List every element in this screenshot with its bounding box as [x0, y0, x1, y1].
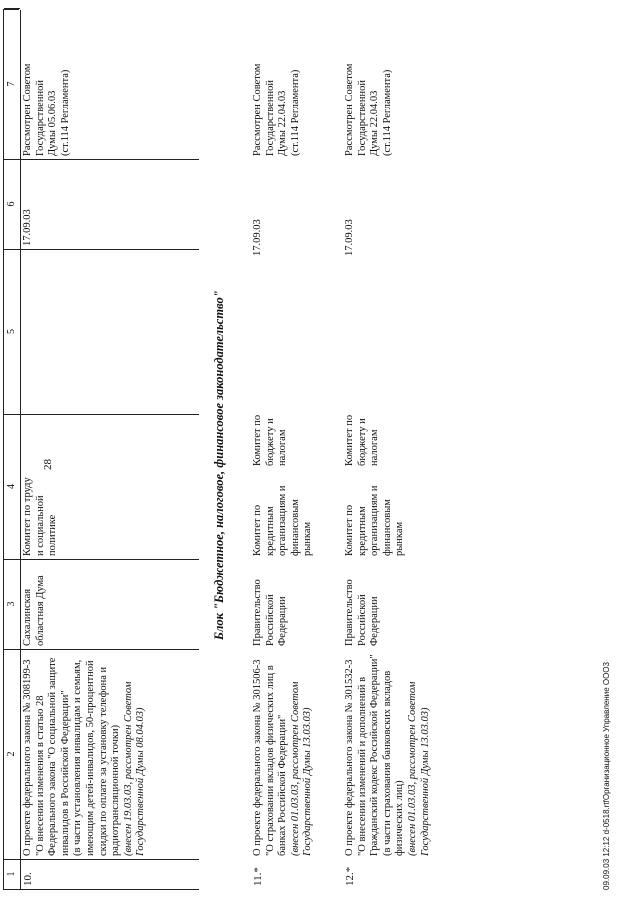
status-line: Рассмотрен Советом	[252, 63, 263, 156]
co-committee-line: Комитет по	[252, 414, 263, 466]
co-committee-line: налогам	[369, 429, 381, 466]
committee-line: Комитет по труду	[22, 477, 33, 556]
bill-title-line: банках Российской Федерации"	[277, 714, 289, 856]
initiator	[252, 579, 290, 646]
bill-note-line: (внесен 01.03.03, рассмотрен Советом	[289, 681, 301, 856]
column-rule	[3, 649, 199, 650]
initiator-line: Федерации	[369, 596, 381, 646]
column-rule	[3, 414, 199, 415]
initiator-line: Правительство	[252, 579, 263, 646]
status-line: (ст.114 Регламента)	[381, 69, 393, 156]
status-line: Государственной	[356, 80, 368, 156]
column-rule	[3, 9, 19, 10]
initiator-line: Российской	[264, 594, 276, 646]
bill-note-line: Государственной Думы 13.03.03)	[302, 707, 314, 856]
status-line: Рассмотрен Советом	[344, 63, 355, 156]
status	[252, 64, 302, 156]
bill-title-line: Гражданский кодекс Российской Федерации"	[369, 654, 381, 856]
status-line: Думы 22.04.03	[277, 90, 289, 156]
co-committee-line: Комитет по	[344, 414, 355, 466]
header-cell-3: 3	[4, 559, 20, 650]
committee	[344, 486, 407, 556]
row-number: 10.	[22, 872, 34, 886]
table-header	[3, 10, 21, 890]
bill-title	[344, 654, 432, 856]
column-rule	[3, 859, 199, 860]
committee	[252, 486, 315, 556]
bill-title	[22, 658, 148, 856]
bill-title-line: О проекте федерального закона № 301532-3	[344, 659, 355, 856]
co-committee	[252, 415, 290, 466]
column-rule	[3, 159, 199, 160]
bill-title-line: инвалидов в Российской Федерации"	[59, 690, 71, 856]
bill-note-line: Государственной Думы 13.03.03)	[419, 707, 431, 856]
status-line: (ст.114 Регламента)	[59, 69, 71, 156]
header-cell-1: 1	[4, 859, 20, 890]
bill-title-line: скидки по оплате за установку телефона и	[97, 666, 109, 856]
committee-line: финансовым	[289, 499, 301, 556]
committee-line: кредитным	[264, 506, 276, 556]
bill-title-line: Федерального закона "О социальной защите	[47, 657, 59, 856]
committee-line: организациям и	[277, 485, 289, 556]
status-line: (ст.114 Регламента)	[289, 69, 301, 156]
bill-title-line: физических лиц)	[394, 780, 406, 856]
column-rule	[3, 559, 199, 560]
row-number: 11.*	[252, 867, 264, 886]
review-date: 17.09.03	[22, 209, 33, 246]
header-cell-4: 4	[4, 414, 20, 560]
footer-note: 09.09.03 12:12 d-0518.rtfОрганизационное Управление ООО3	[602, 662, 611, 890]
block-heading: Блок "Бюджетное, налоговое, финансовое законодательство"	[212, 290, 226, 640]
committee-line: рынкам	[302, 521, 314, 556]
co-committee	[344, 415, 382, 466]
status-line: Рассмотрен Советом	[22, 63, 33, 156]
bill-title-line: "О внесении изменений и дополнений в	[356, 676, 368, 856]
initiator	[22, 575, 47, 646]
bill-title-line: "О внесении изменения в статью 28	[34, 695, 46, 856]
initiator-line: Федерации	[277, 596, 289, 646]
page-number: 28	[42, 459, 54, 470]
bill-title-line: имеющим детей-инвалидов, 50-процентной	[84, 660, 96, 856]
status-line: Государственной	[34, 80, 46, 156]
initiator-line: областная Дума	[34, 575, 46, 646]
status-line: Думы 05.06.03	[47, 90, 59, 156]
bill-title-line: (в части страхования банковских вкладов	[381, 670, 393, 856]
header-cell-6: 6	[4, 159, 20, 250]
co-committee-line: бюджету и	[356, 418, 368, 466]
header-cell-7: 7	[4, 8, 20, 160]
column-rule	[3, 249, 199, 250]
co-committee-line: бюджету и	[264, 418, 276, 466]
review-date: 17.09.03	[344, 219, 355, 256]
committee-line: Комитет по	[252, 504, 263, 556]
committee-line: кредитным	[356, 506, 368, 556]
status-line: Государственной	[264, 80, 276, 156]
committee-line: рынкам	[394, 521, 406, 556]
column-rule	[3, 889, 199, 890]
row-number: 12.*	[344, 866, 356, 886]
committee-line: финансовым	[381, 499, 393, 556]
review-date: 17.09.03	[252, 219, 263, 256]
bill-title	[252, 659, 315, 856]
co-committee-line: налогам	[277, 429, 289, 466]
bill-title-line: (в части установления инвалидам и семьям,	[72, 659, 84, 856]
bill-title-line: О проекте федерального закона № 308199-3	[22, 659, 33, 856]
initiator-line: Правительство	[344, 579, 355, 646]
status-line: Думы 22.04.03	[369, 90, 381, 156]
bill-note-line: Государственной Думы 08.04.03)	[135, 707, 147, 856]
bill-title-line: радиотрансляционной точки)	[110, 724, 122, 856]
bill-note-line: (внесен 19.03.03, рассмотрен Советом	[122, 681, 134, 856]
initiator-line: Сахалинская	[22, 588, 33, 646]
status	[344, 64, 394, 156]
committee-line: организациям и	[369, 485, 381, 556]
committee-line: политике	[47, 514, 59, 556]
committee	[22, 477, 60, 556]
initiator	[344, 579, 382, 646]
status	[22, 64, 72, 156]
committee-line: и социальной	[34, 495, 46, 556]
bill-title-line: О проекте федерального закона № 301506-3	[252, 659, 263, 856]
header-cell-5: 5	[4, 249, 20, 415]
initiator-line: Российской	[356, 594, 368, 646]
committee-line: Комитет по	[344, 504, 355, 556]
header-cell-2: 2	[4, 649, 20, 860]
bill-title-line: "О страховании вкладов физических лиц в	[264, 665, 276, 856]
bill-note-line: (внесен 01.03.03, рассмотрен Советом	[406, 681, 418, 856]
